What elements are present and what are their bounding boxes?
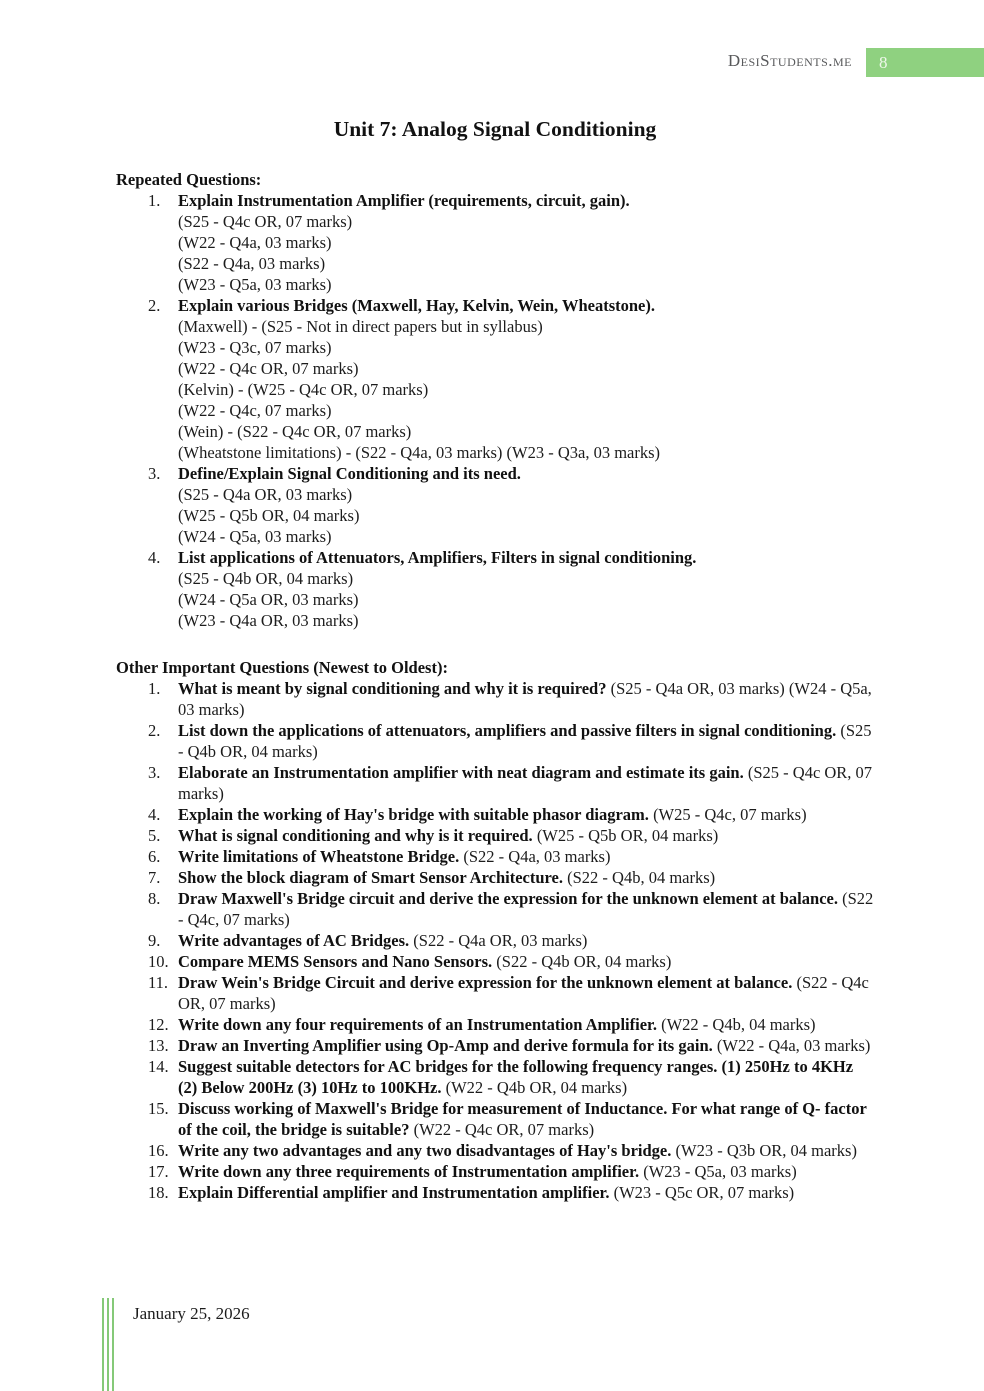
marks-line: (W24 - Q5a, 03 marks) xyxy=(178,527,332,546)
item-number: 3. xyxy=(148,763,161,782)
item-body xyxy=(178,867,874,888)
item-number: 13. xyxy=(148,1036,169,1055)
question-ref: (W23 - Q3b OR, 04 marks) xyxy=(675,1141,857,1160)
item-number: 5. xyxy=(148,826,161,845)
footer-accent-lines xyxy=(102,1298,117,1391)
marks-line: (S25 - Q4a OR, 03 marks) xyxy=(178,485,353,504)
question-text: Draw an Inverting Amplifier using Op-Amp and derive formula for its gain. xyxy=(178,1036,713,1055)
question-text: Elaborate an Instrumentation amplifier with neat diagram and estimate its gain. xyxy=(178,763,744,782)
item-body xyxy=(178,295,874,463)
marks-line: (W25 - Q5b OR, 04 marks) xyxy=(178,506,360,525)
marks-line: (S25 - Q4b OR, 04 marks) xyxy=(178,569,354,588)
question-ref: (W22 - Q4b, 04 marks) xyxy=(661,1015,816,1034)
question-item xyxy=(116,1014,874,1035)
question-item xyxy=(116,720,874,762)
item-number: 11. xyxy=(148,973,169,992)
item-body xyxy=(178,825,874,846)
accent-line xyxy=(107,1298,109,1391)
page-number-badge: 8 xyxy=(866,48,984,77)
question-text: Write down any four requirements of an Instrumentation Amplifier. xyxy=(178,1015,657,1034)
item-body xyxy=(178,888,874,930)
question-item xyxy=(116,1098,874,1140)
question-text: Explain Instrumentation Amplifier (requirements, circuit, gain). xyxy=(178,191,630,210)
question-ref: (W25 - Q4c, 07 marks) xyxy=(653,805,807,824)
item-number: 2. xyxy=(148,296,161,315)
marks-line: (W23 - Q4a OR, 03 marks) xyxy=(178,611,359,630)
question-ref: (W22 - Q4a, 03 marks) xyxy=(716,1036,871,1055)
question-text: Discuss working of Maxwell's Bridge for measurement of Inductance. For what range of Q- factor of the coil, the bridge is suitable? xyxy=(178,1099,867,1139)
item-body xyxy=(178,1140,874,1161)
question-text: Explain Differential amplifier and Instrumentation amplifier. xyxy=(178,1183,610,1202)
question-item xyxy=(116,972,874,1014)
marks-line: (Wein) - (S22 - Q4c OR, 07 marks) xyxy=(178,422,412,441)
document-content xyxy=(116,0,874,1203)
marks-line: (S25 - Q4c OR, 07 marks) xyxy=(178,212,353,231)
question-text: Explain the working of Hay's bridge with suitable phasor diagram. xyxy=(178,805,649,824)
question-item xyxy=(116,1056,874,1098)
item-number: 6. xyxy=(148,847,161,866)
marks-line: (S22 - Q4a, 03 marks) xyxy=(178,254,326,273)
item-number: 1. xyxy=(148,679,161,698)
question-text: Suggest suitable detectors for AC bridges for the following frequency ranges. (1) 250Hz to 4KHz (2) Below 200Hz (3) 10Hz to 100KHz. xyxy=(178,1057,854,1097)
repeated-questions-heading: Repeated Questions: xyxy=(116,170,262,189)
question-text: List applications of Attenuators, Amplifiers, Filters in signal conditioning. xyxy=(178,548,697,567)
question-item xyxy=(116,295,874,463)
item-number: 1. xyxy=(148,191,161,210)
item-body xyxy=(178,1014,874,1035)
question-text: What is meant by signal conditioning and why it is required? xyxy=(178,679,607,698)
question-ref: (W22 - Q4b OR, 04 marks) xyxy=(445,1078,628,1097)
item-number: 9. xyxy=(148,931,161,950)
item-number: 4. xyxy=(148,548,161,567)
item-body xyxy=(178,804,874,825)
question-ref: (W25 - Q5b OR, 04 marks) xyxy=(536,826,719,845)
item-number: 8. xyxy=(148,889,161,908)
question-text: Compare MEMS Sensors and Nano Sensors. xyxy=(178,952,493,971)
question-ref: (W23 - Q5c OR, 07 marks) xyxy=(613,1183,795,1202)
item-body xyxy=(178,1056,874,1098)
question-text: Draw Wein's Bridge Circuit and derive expression for the unknown element at balance. xyxy=(178,973,793,992)
question-ref: (S22 - Q4a OR, 03 marks) xyxy=(413,931,588,950)
question-item xyxy=(116,846,874,867)
question-text: Write any two advantages and any two disadvantages of Hay's bridge. xyxy=(178,1141,672,1160)
item-body xyxy=(178,972,874,1014)
question-ref: (S22 - Q4a, 03 marks) xyxy=(463,847,611,866)
marks-line: (W22 - Q4a, 03 marks) xyxy=(178,233,332,252)
repeated-questions-list xyxy=(116,190,874,631)
marks-line: (Maxwell) - (S25 - Not in direct papers but in syllabus) xyxy=(178,317,543,336)
site-label: DesiStudents.me xyxy=(727,51,852,70)
page-title: Unit 7: Analog Signal Conditioning xyxy=(333,117,657,141)
item-body xyxy=(178,1161,874,1182)
question-text: Show the block diagram of Smart Sensor Architecture. xyxy=(178,868,563,887)
question-item xyxy=(116,463,874,547)
question-item xyxy=(116,951,874,972)
other-questions-list xyxy=(116,678,874,1203)
question-ref: (S25 - Q4a OR, 03 marks) (W24 - Q5a, 03 marks) xyxy=(178,679,872,719)
item-number: 12. xyxy=(148,1015,169,1034)
marks-line: (W23 - Q3c, 07 marks) xyxy=(178,338,332,357)
item-number: 10. xyxy=(148,952,169,971)
item-body xyxy=(178,930,874,951)
question-item xyxy=(116,1140,874,1161)
question-text: Write advantages of AC Bridges. xyxy=(178,931,410,950)
footer-date: January 25, 2026 xyxy=(133,1304,250,1323)
marks-line: (W22 - Q4c, 07 marks) xyxy=(178,401,332,420)
question-text: Explain various Bridges (Maxwell, Hay, Kelvin, Wein, Wheatstone). xyxy=(178,296,656,315)
item-body xyxy=(178,1035,874,1056)
question-item xyxy=(116,804,874,825)
item-body xyxy=(178,762,874,804)
item-body xyxy=(178,1182,874,1203)
marks-line: (W24 - Q5a OR, 03 marks) xyxy=(178,590,359,609)
item-number: 15. xyxy=(148,1099,169,1118)
question-text: Write down any three requirements of Instrumentation amplifier. xyxy=(178,1162,640,1181)
item-number: 18. xyxy=(148,1183,169,1202)
question-ref: (S22 - Q4b, 04 marks) xyxy=(567,868,716,887)
marks-line: (Kelvin) - (W25 - Q4c OR, 07 marks) xyxy=(178,380,429,399)
question-item xyxy=(116,1035,874,1056)
item-number: 17. xyxy=(148,1162,169,1181)
item-number: 16. xyxy=(148,1141,169,1160)
question-ref: (S25 - Q4c OR, 07 marks) xyxy=(178,763,873,803)
question-text: Draw Maxwell's Bridge circuit and derive the expression for the unknown element at balance. xyxy=(178,889,838,908)
question-item xyxy=(116,825,874,846)
question-text: What is signal conditioning and why is it required. xyxy=(178,826,533,845)
marks-line: (Wheatstone limitations) - (S22 - Q4a, 03 marks) (W23 - Q3a, 03 marks) xyxy=(178,443,661,462)
item-number: 14. xyxy=(148,1057,169,1076)
marks-line: (W23 - Q5a, 03 marks) xyxy=(178,275,332,294)
marks-line: (W22 - Q4c OR, 07 marks) xyxy=(178,359,359,378)
question-item xyxy=(116,1161,874,1182)
item-number: 3. xyxy=(148,464,161,483)
item-body xyxy=(178,547,874,631)
item-body xyxy=(178,846,874,867)
question-item xyxy=(116,190,874,295)
question-text: List down the applications of attenuators, amplifiers and passive filters in signal conditioning. xyxy=(178,721,837,740)
question-item xyxy=(116,678,874,720)
other-questions-heading: Other Important Questions (Newest to Oldest): xyxy=(116,658,448,677)
question-ref: (W23 - Q5a, 03 marks) xyxy=(643,1162,797,1181)
question-text: Define/Explain Signal Conditioning and its need. xyxy=(178,464,521,483)
question-item xyxy=(116,762,874,804)
item-body xyxy=(178,951,874,972)
item-body xyxy=(178,720,874,762)
question-item xyxy=(116,547,874,631)
question-ref: (W22 - Q4c OR, 07 marks) xyxy=(413,1120,595,1139)
question-text: Write limitations of Wheatstone Bridge. xyxy=(178,847,460,866)
question-ref: (S22 - Q4b OR, 04 marks) xyxy=(496,952,672,971)
question-ref: (S22 - Q4c OR, 07 marks) xyxy=(178,973,869,1013)
question-item xyxy=(116,888,874,930)
item-number: 2. xyxy=(148,721,161,740)
accent-line xyxy=(102,1298,104,1391)
item-body xyxy=(178,190,874,295)
item-number: 7. xyxy=(148,868,161,887)
item-body xyxy=(178,1098,874,1140)
question-item xyxy=(116,1182,874,1203)
item-body xyxy=(178,463,874,547)
accent-line xyxy=(112,1298,114,1391)
question-ref: (S25 - Q4b OR, 04 marks) xyxy=(178,721,872,761)
item-number: 4. xyxy=(148,805,161,824)
question-item xyxy=(116,867,874,888)
question-item xyxy=(116,930,874,951)
question-ref: (S22 - Q4c, 07 marks) xyxy=(178,889,874,929)
item-body xyxy=(178,678,874,720)
